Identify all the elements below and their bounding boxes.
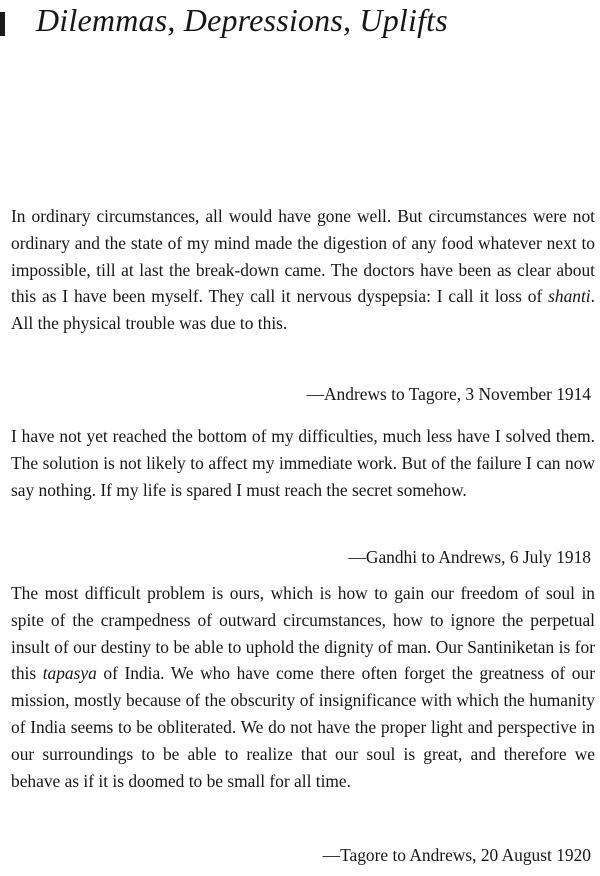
italic-term: shanti — [548, 286, 591, 307]
quote-text: The most difficult problem is ours, which is how to gain our freedom of soul in spite of the crampedness of outward circumstances, how to ignore the perpetual insult of our destiny to be able to uphold the dignity of man. Our Santiniketan is for this — [11, 583, 595, 684]
quote-paragraph — [11, 423, 595, 503]
quote-attribution: —Gandhi to Andrews, 6 July 1918 — [348, 547, 591, 567]
quote-paragraph — [11, 580, 595, 794]
quote-text: of India. We who have come there often forget the greatness of our mission, mostly because of the obscurity of insignificance with which the humanity of India seems to be obliterated. We do not have the proper light and perspective in our surroundings to be able to realize that our soul is great, and therefore we behave as if it is doomed to be small for all time. — [11, 663, 595, 791]
quote-text: I have not yet reached the bottom of my difficulties, much less have I solved them. The solution is not likely to affect my immediate work. But of the failure I can now say nothing. If my life is spared I must reach the secret somehow. — [11, 426, 595, 500]
italic-term: tapasya — [42, 663, 97, 684]
quote-attribution: —Tagore to Andrews, 20 August 1920 — [322, 845, 591, 865]
quote-paragraph — [11, 203, 595, 337]
quote-text: In ordinary circumstances, all would have gone well. But circumstances were not ordinary and the state of my mind made the digestion of any food whatever next to impossible, till at last the break-down came. The doctors have been as clear about this as I have been myself. They call it nervous dyspepsia: I call it loss of — [11, 206, 595, 307]
quote-attribution: —Andrews to Tagore, 3 November 1914 — [306, 384, 591, 404]
chapter-title: Dilemmas, Depressions, Uplifts — [36, 2, 448, 38]
quote-text: . All the physical trouble was due to this. — [11, 286, 595, 334]
page-edge-mark — [0, 12, 5, 36]
